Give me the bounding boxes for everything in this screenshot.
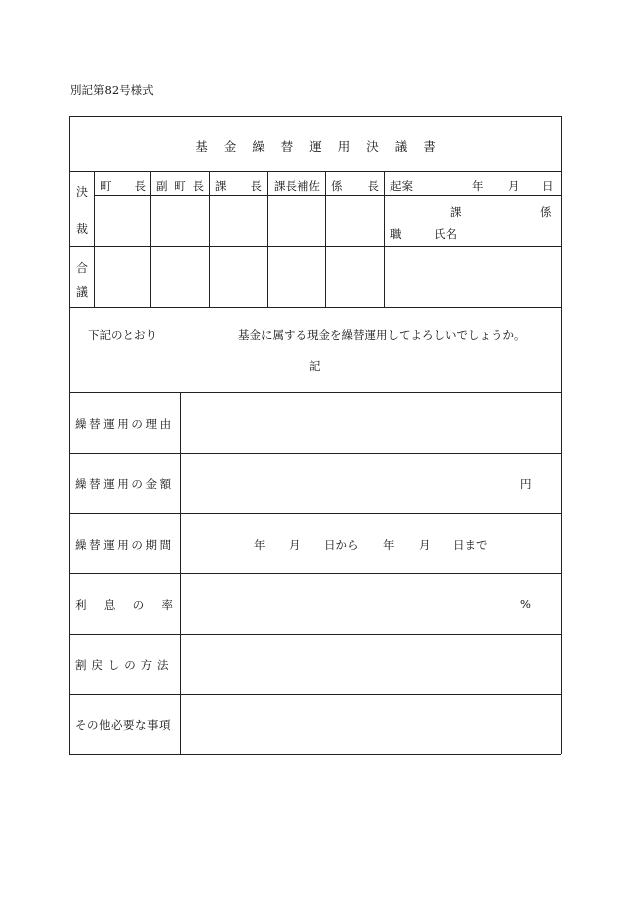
statement-ki: 記 — [309, 359, 321, 373]
form-title: 基金繰替運用決議書 — [195, 139, 452, 154]
row-label-period: 繰替運用の期間 — [75, 538, 174, 552]
period-to-month: 月 — [419, 538, 431, 552]
header-kachou: 課 長 — [215, 179, 262, 193]
period-from-year: 年 — [254, 538, 266, 552]
kian-kakari: 係 — [540, 205, 552, 219]
form-number: 別記第82号様式 — [70, 83, 154, 97]
kian-ka: 課 — [450, 205, 462, 219]
period-from-month: 月 — [289, 538, 301, 552]
period-to-year: 年 — [383, 538, 395, 552]
statement-body: 基金に属する現金を繰替運用してよろしいでしょうか。 — [238, 328, 526, 342]
gogi-char-1: 合 — [75, 261, 88, 275]
kessai-char-1: 決 — [75, 185, 88, 199]
header-kachou-hosa: 課長補佐 — [274, 179, 320, 193]
row-label-interest: 利 息 の 率 — [75, 598, 173, 612]
header-fukuchou: 副 町 長 — [156, 179, 204, 193]
kian-month: 月 — [508, 179, 520, 193]
kian-year: 年 — [472, 179, 484, 193]
header-chou: 町 長 — [100, 179, 146, 193]
row-label-other: その他必要な事項 — [75, 718, 171, 732]
interest-unit: % — [520, 597, 531, 611]
row-label-amount: 繰替運用の金額 — [75, 477, 174, 491]
kian-label: 起案 — [390, 179, 413, 193]
kian-day: 日 — [542, 179, 554, 193]
kian-shimei: 氏名 — [434, 227, 457, 241]
row-label-refund-method: 割戻しの方法 — [75, 658, 174, 672]
period-to-day: 日まで — [453, 538, 488, 552]
header-kakarichou: 係 長 — [331, 179, 379, 193]
amount-unit: 円 — [520, 477, 532, 491]
kian-shoku: 職 — [390, 227, 402, 241]
kessai-char-2: 裁 — [75, 222, 88, 236]
row-label-reason: 繰替運用の理由 — [75, 417, 174, 431]
statement-prefix: 下記のとおり — [88, 328, 157, 342]
period-from-day: 日から — [324, 538, 359, 552]
gogi-char-2: 議 — [75, 285, 88, 299]
